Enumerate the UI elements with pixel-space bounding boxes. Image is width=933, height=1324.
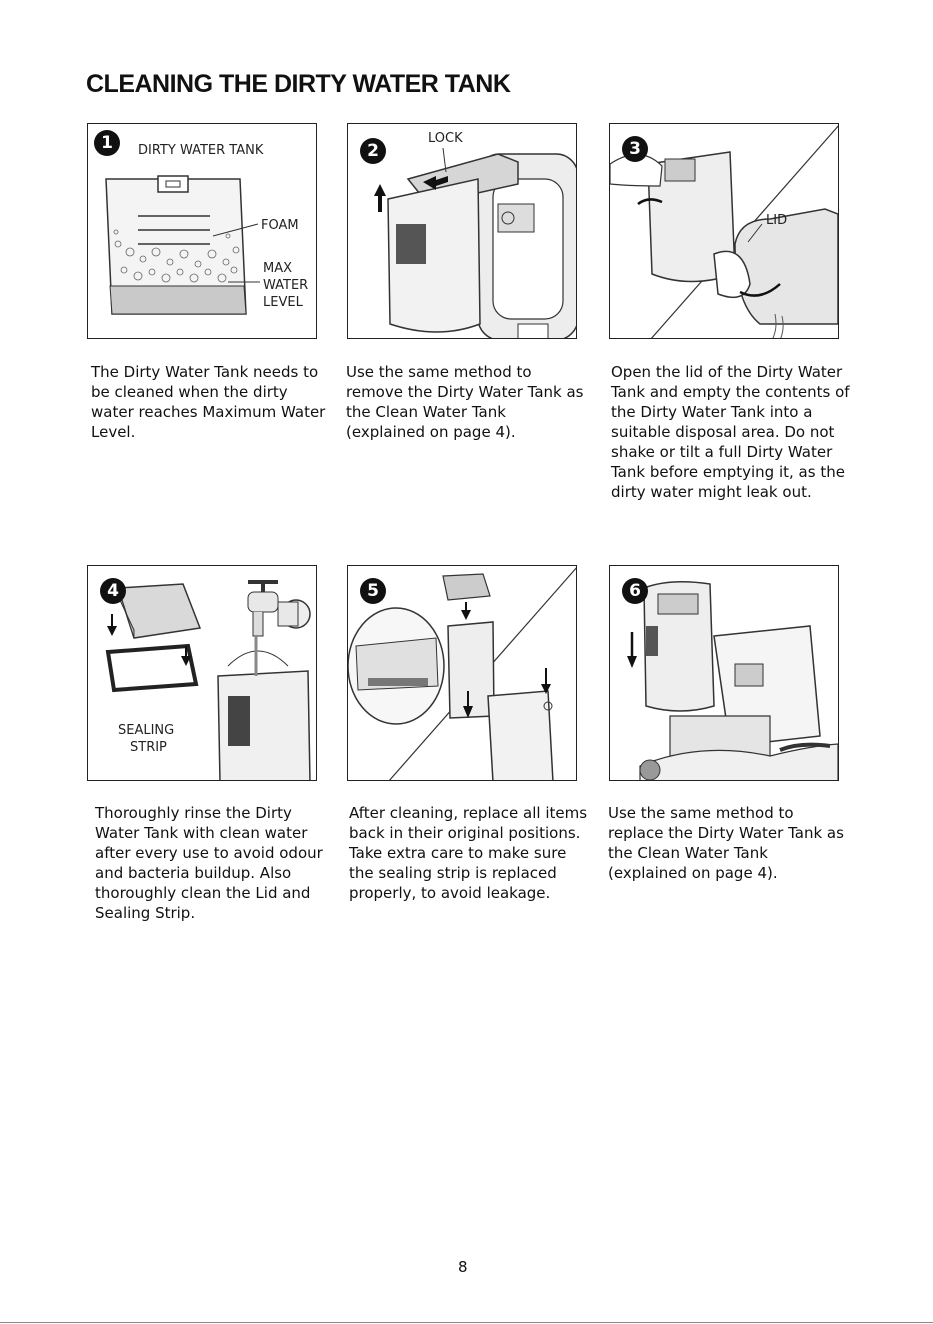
page-number: 8 [458, 1258, 468, 1276]
step-5-illustration [347, 565, 577, 781]
step-5-caption: After cleaning, replace all items back in their original positions. Take extra care to make sure the sealing strip is replaced properly, to avoid leakage. [349, 804, 588, 902]
sealing-strip-label-line1: SEALING [118, 723, 175, 738]
step-2-illustration [347, 123, 577, 339]
page-title: CLEANING THE DIRTY WATER TANK [86, 70, 511, 98]
dirty-water-tank-label: DIRTY WATER TANK [138, 143, 264, 158]
step-1-caption: The Dirty Water Tank needs to be cleaned when the dirty water reaches Maximum Water Level. [91, 363, 326, 441]
max-water-level-label-line2: WATER [263, 278, 309, 293]
step-2-caption: Use the same method to remove the Dirty Water Tank as the Clean Water Tank (explained on page 4). [346, 363, 584, 441]
step-4-caption: Thoroughly rinse the Dirty Water Tank with clean water after every use to avoid odour and bacteria buildup. Also thoroughly clean the Lid and Sealing Strip. [95, 804, 323, 922]
bottom-divider [0, 1322, 933, 1323]
sealing-strip-label-line2: STRIP [130, 740, 167, 755]
step-6-number-badge: 6 [622, 578, 648, 604]
step-4-illustration [87, 565, 317, 781]
step-3-number-badge: 3 [622, 136, 648, 162]
lid-label: LID [766, 213, 788, 228]
max-water-level-label-line3: LEVEL [263, 295, 303, 310]
step-1-illustration [87, 123, 317, 339]
step-4-number-badge: 4 [100, 578, 126, 604]
lock-label: LOCK [428, 131, 463, 146]
step-6-caption: Use the same method to replace the Dirty Water Tank as the Clean Water Tank (explained on page 4). [608, 804, 844, 882]
step-5-number-badge: 5 [360, 578, 386, 604]
step-3-illustration [609, 123, 839, 339]
foam-label: FOAM [261, 218, 299, 233]
step-1-number-badge: 1 [94, 130, 120, 156]
step-2-number-badge: 2 [360, 138, 386, 164]
max-water-level-label-line1: MAX [263, 261, 293, 276]
step-3-caption: Open the lid of the Dirty Water Tank and empty the contents of the Dirty Water Tank into a suitable disposal area. Do not shake or tilt a full Dirty Water Tank before emptying it, as the dirty water might leak out. [611, 363, 850, 501]
step-6-illustration [609, 565, 839, 781]
